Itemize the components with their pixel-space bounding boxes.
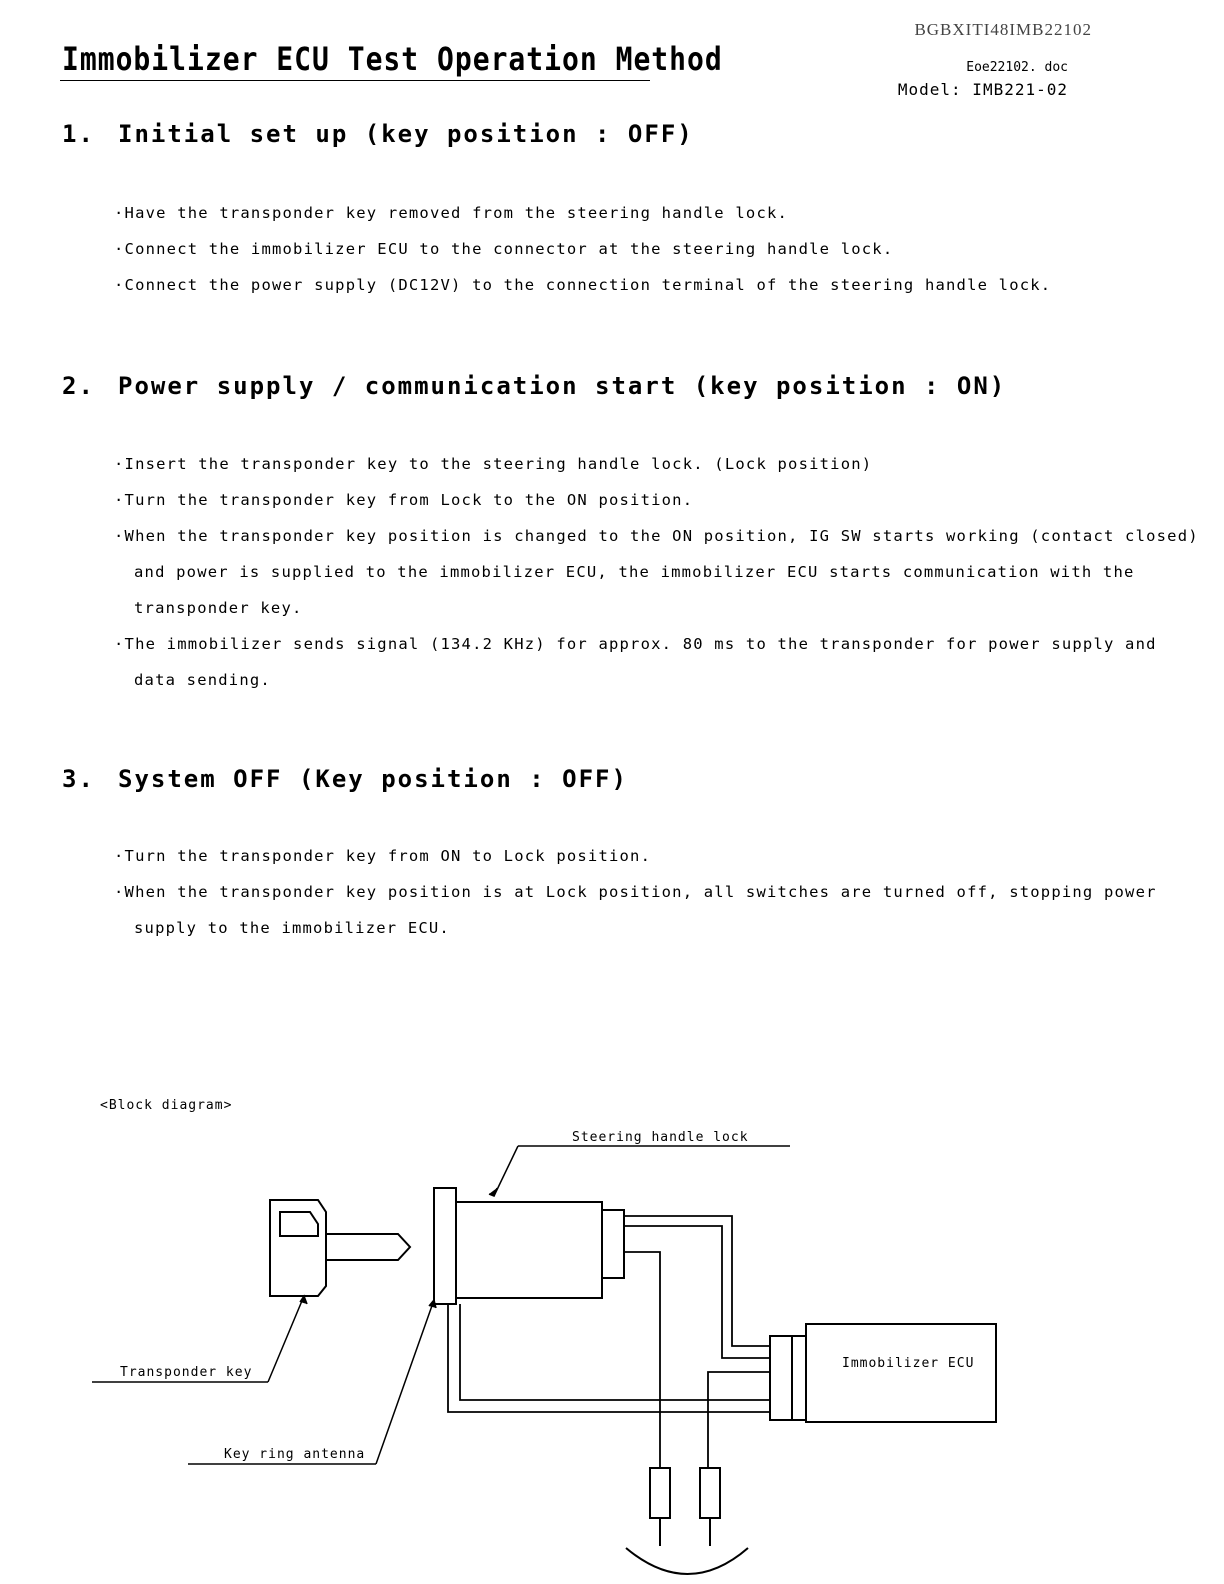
section-3-list: [114, 838, 1157, 946]
wiring: [448, 1216, 770, 1468]
ecu-connector-inner: [792, 1336, 806, 1420]
label-key-ring-antenna: Key ring antenna: [224, 1447, 366, 1462]
section-number: 3.: [62, 765, 95, 793]
diagram-caption: <Block diagram>: [100, 1098, 233, 1113]
section-title: System OFF (Key position : OFF): [118, 765, 628, 793]
list-item: ·Connect the immobilizer ECU to the connector at the steering handle lock.: [114, 240, 894, 258]
model-number: Model: IMB221-02: [897, 80, 1068, 99]
list-item: ·Turn the transponder key from ON to Lock position.: [114, 847, 652, 865]
continuation-text: data sending.: [134, 671, 271, 689]
title-underline: [60, 80, 650, 81]
section-1-heading: [62, 120, 694, 148]
continuation-text: and power is supplied to the immobilizer ECU, the immobilizer ECU starts communication with the: [134, 563, 1135, 581]
block-diagram: [0, 1090, 1224, 1584]
continuation-text: supply to the immobilizer ECU.: [134, 919, 450, 937]
list-item-continuation: [114, 662, 1199, 698]
list-item: ·When the transponder key position is at Lock position, all switches are turned off, stopping power: [114, 883, 1157, 901]
label-transponder-key: Transponder key: [120, 1365, 253, 1380]
file-name: Eoe22102. doc: [966, 60, 1068, 75]
list-item: ·When the transponder key position is changed to the ON position, IG SW starts working (contact closed): [114, 527, 1199, 545]
section-title: Power supply / communication start (key position : ON): [118, 372, 1007, 400]
list-item-continuation: [114, 554, 1199, 590]
list-item: ·Turn the transponder key from Lock to the ON position.: [114, 491, 694, 509]
section-number: 2.: [62, 372, 95, 400]
transponder-key-graphic: [270, 1200, 410, 1296]
ecu-connector: [770, 1336, 792, 1420]
key-ring-antenna-graphic: [434, 1188, 456, 1304]
power-terminals: [626, 1468, 748, 1574]
label-immobilizer-ecu: Immobilizer ECU: [842, 1356, 975, 1371]
steering-lock-graphic: [456, 1202, 602, 1298]
list-item: ·The immobilizer sends signal (134.2 KHz) for approx. 80 ms to the transponder for power supply and: [114, 635, 1157, 653]
label-steering-handle-lock: Steering handle lock: [572, 1130, 749, 1145]
list-item-continuation: [114, 910, 1157, 946]
list-item-continuation: [114, 590, 1199, 626]
section-title: Initial set up (key position : OFF): [118, 120, 694, 148]
continuation-text: transponder key.: [134, 599, 303, 617]
list-item: ·Connect the power supply (DC12V) to the connection terminal of the steering handle lock.: [114, 276, 1052, 294]
page-title: Immobilizer ECU Test Operation Method: [62, 40, 723, 78]
section-2-list: [114, 446, 1199, 698]
document-id: BGBXITI48IMB22102: [914, 20, 1092, 39]
section-2-heading: [62, 372, 1006, 400]
list-item: ·Have the transponder key removed from the steering handle lock.: [114, 204, 789, 222]
list-item: ·Insert the transponder key to the steering handle lock. (Lock position): [114, 455, 873, 473]
steering-lock-connector: [602, 1210, 624, 1278]
immobilizer-ecu-box: [806, 1324, 996, 1422]
section-1-list: [114, 195, 1051, 303]
section-3-heading: [62, 765, 628, 793]
section-number: 1.: [62, 120, 95, 148]
